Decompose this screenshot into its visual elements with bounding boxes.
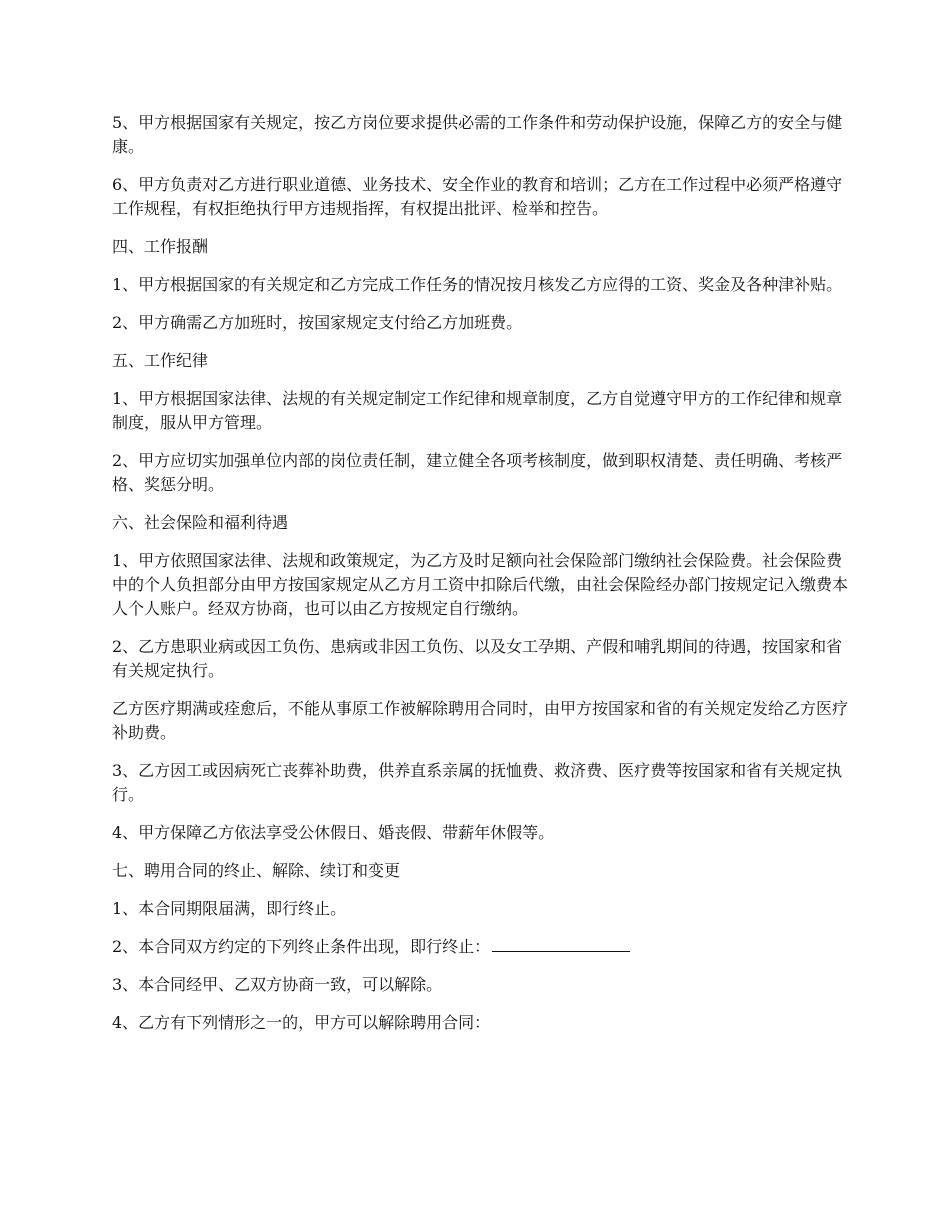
clause-paragraph: 1、本合同期限届满，即行终止。 — [112, 899, 347, 918]
clause-text: 2、本合同双方约定的下列终止条件出现，即行终止： — [112, 937, 491, 956]
clause-paragraph: 3、乙方因工或因病死亡丧葬补助费，供养直系亲属的抚恤费、救济费、医疗费等按国家和省有关规定执行。 — [112, 761, 843, 804]
clause-paragraph: 6、甲方负责对乙方进行职业道德、业务技术、安全作业的教育和培训；乙方在工作过程中必须严格遵守工作规程，有权拒绝执行甲方违规指挥，有权提出批评、检举和控告。 — [112, 175, 843, 218]
clause-paragraph: 2、甲方应切实加强单位内部的岗位责任制，建立健全各项考核制度，做到职权清楚、责任明确、考核严格、奖惩分明。 — [112, 451, 843, 494]
clause-paragraph: 5、甲方根据国家有关规定，按乙方岗位要求提供必需的工作条件和劳动保护设施，保障乙方的安全与健康。 — [112, 113, 843, 156]
clause-paragraph: 1、甲方依照国家法律、法规和政策规定，为乙方及时足额向社会保险部门缴纳社会保险费。社会保险费中的个人负担部分由甲方按国家规定从乙方月工资中扣除后代缴，由社会保险经办部门按规定记入缴费本人个人账户。经双方协商，也可以由乙方按规定自行缴纳。 — [112, 551, 849, 618]
clause-paragraph-with-blank — [112, 935, 852, 959]
section-heading-discipline: 五、工作纪律 — [112, 351, 209, 370]
section-heading-insurance-welfare: 六、社会保险和福利待遇 — [112, 513, 289, 532]
clause-paragraph: 4、乙方有下列情形之一的，甲方可以解除聘用合同： — [112, 1013, 491, 1032]
clause-paragraph: 2、甲方确需乙方加班时，按国家规定支付给乙方加班费。 — [112, 313, 523, 332]
section-heading-termination: 七、聘用合同的终止、解除、续订和变更 — [112, 861, 401, 880]
clause-paragraph: 4、甲方保障乙方依法享受公休假日、婚丧假、带薪年休假等。 — [112, 823, 555, 842]
fill-in-blank-line[interactable] — [492, 937, 630, 952]
clause-paragraph: 1、甲方根据国家法律、法规的有关规定制定工作纪律和规章制度，乙方自觉遵守甲方的工作纪律和规章制度，服从甲方管理。 — [112, 389, 843, 432]
clause-paragraph: 3、本合同经甲、乙双方协商一致，可以解除。 — [112, 975, 443, 994]
section-heading-compensation: 四、工作报酬 — [112, 237, 209, 256]
document-body — [112, 111, 852, 1049]
clause-paragraph: 乙方医疗期满或痊愈后，不能从事原工作被解除聘用合同时，由甲方按国家和省的有关规定发给乙方医疗补助费。 — [112, 699, 849, 742]
clause-paragraph: 1、甲方根据国家的有关规定和乙方完成工作任务的情况按月核发乙方应得的工资、奖金及各种津补贴。 — [112, 275, 843, 294]
clause-paragraph: 2、乙方患职业病或因工负伤、患病或非因工负伤、以及女工孕期、产假和哺乳期间的待遇，按国家和省有关规定执行。 — [112, 637, 843, 680]
